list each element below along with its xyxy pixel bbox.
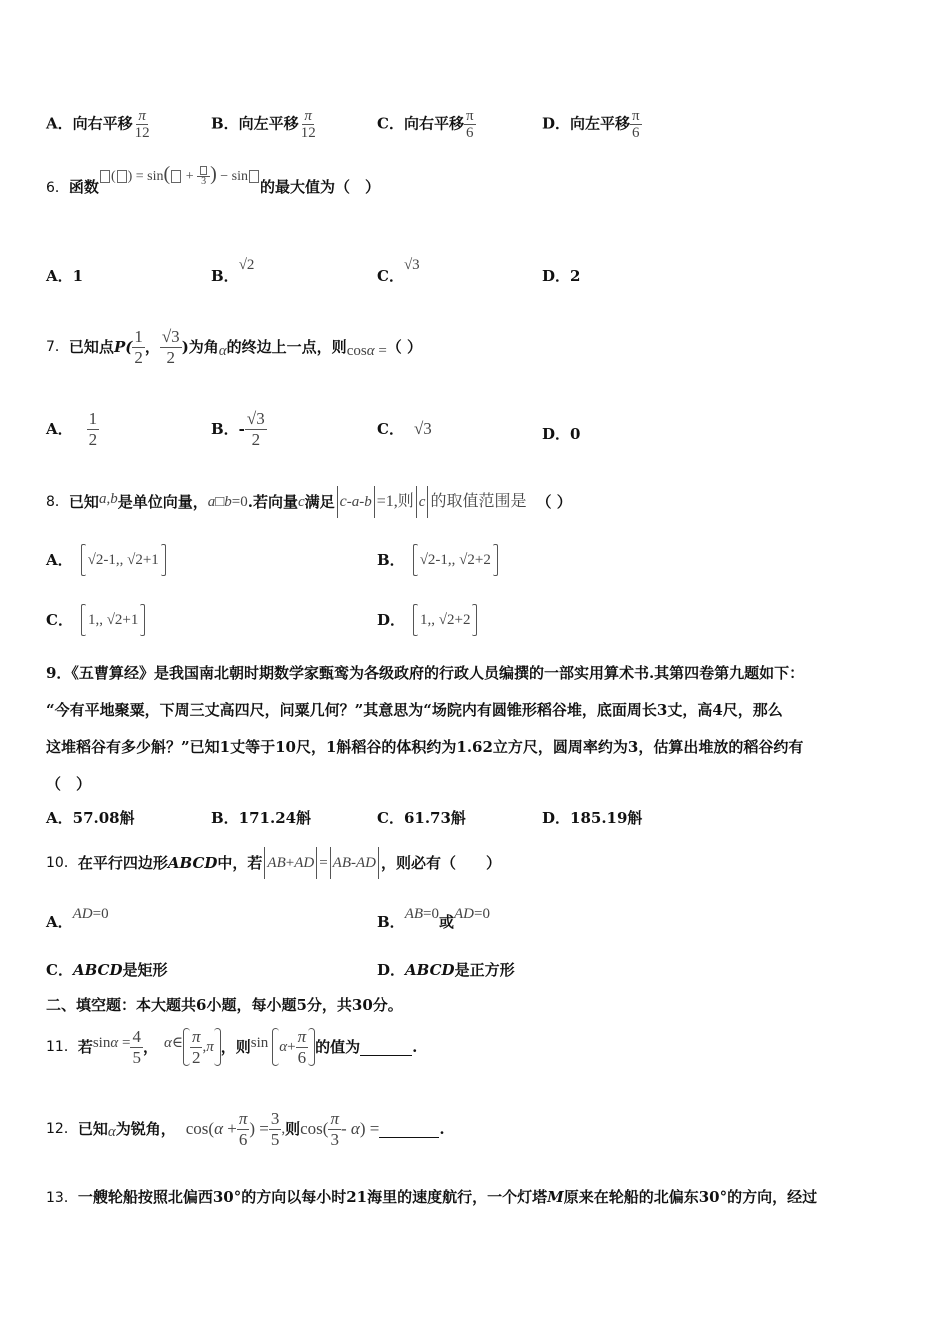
q10-option-b: B． AB =0 或 AD =0 [377, 906, 490, 931]
q6-option-d: D．2 [542, 267, 581, 285]
q5-option-b: B．向左平移 $\frac{\pi}{12}$ [211, 108, 316, 141]
q8-option-a: A． √2-1,, √2+1 [46, 542, 166, 578]
q9-option-b: B．171.24斛 [211, 809, 312, 827]
q7-option-a: A． $\frac{1}{2}$ [46, 408, 98, 449]
q8-option-b: B． √2-1,, √2+2 [377, 542, 498, 578]
q9-line-4: （ ） [46, 775, 92, 793]
section-2-heading: 二、填空题：本大题共6小题，每小题5分，共30分。 [46, 996, 403, 1014]
q9-line-3: 这堆稻谷有多少斛？”已知1丈等于10尺，1斛稻谷的体积约为1.62立方尺，圆周率约为3，估算出堆放的稻谷约有 [46, 738, 804, 756]
q9-option-d: D．185.19斛 [542, 809, 643, 827]
q5-option-c: C．向右平移 $\frac{\pi}{6}$ [377, 108, 474, 141]
q9-line-1: 9．《五曹算经》是我国南北朝时期数学家甄鸾为各级政府的行政人员编撰的一部实用算术书.其第四卷第九题如下： [46, 664, 805, 682]
question-6: 6．函数( ) = sin( + 3 ) − sin的最大值为（ ） [46, 163, 381, 196]
q6-option-a: A．1 [46, 267, 84, 285]
q7-option-c: C． √3 [377, 419, 432, 438]
q6-option-c: C．√3 [377, 257, 420, 285]
q8-option-c: C． 1,, √2+1 [46, 602, 145, 638]
q9-option-a: A．57.08斛 [46, 809, 135, 827]
question-10: 10． 在平行四边形 ABCD 中，若 AB + AD = AB - AD ，则必有（ ） [46, 843, 501, 883]
q6-option-b: B．√2 [211, 257, 255, 285]
q8-option-d: D． 1,, √2+2 [377, 602, 477, 638]
q10-option-a: A． AD =0 [46, 906, 109, 931]
q7-option-d: D．0 [542, 425, 581, 443]
q5-option-d: D．向左平移 $\frac{\pi}{6}$ [542, 108, 640, 141]
q9-line-2: “今有平地聚粟，下周三丈高四尺，问粟几何？”其意思为“场院内有圆锥形稻谷堆，底面周长3丈，高4尺，那么 [46, 701, 783, 719]
question-12: 12． 已知 α 为锐角， cos(α + $\frac{\pi}{6}$ ) = $\frac{3}{5}$ , 则 cos( $\frac{\pi}{3}$ - α) = . [46, 1108, 445, 1149]
q5-option-a: A．向右平移 $\frac{\pi}{12}$ [46, 108, 150, 141]
q9-option-c: C．61.73斛 [377, 809, 466, 827]
q7-option-b: B．- $\frac{√3}{2}$ [211, 408, 265, 449]
q10-option-d: D．ABCD是正方形 [377, 961, 515, 979]
q6-function-expr: ( ) = sin( + 3 ) − sin [99, 169, 260, 184]
question-8: 8． 已知 a , b 是单位向量， a □ b =0 .若向量 c 满足 c - a - b =1,则 c 的取值范围是 （ ） [46, 482, 572, 522]
question-13: 13．一艘轮船按照北偏西30°的方向以每小时21海里的速度航行，一个灯塔M原来在轮船的北偏东30°的方向，经过 [46, 1188, 818, 1206]
q10-option-c: C．ABCD是矩形 [46, 961, 168, 979]
question-11: 11． 若 sinα = $\frac{4}{5}$ ， α ∈ $\frac{\pi}{2}$ , π ，则 sin α + $\frac{\pi}{6}$ 的值为 . [46, 1026, 418, 1067]
question-7: 7． 已知点 P( $\frac{1}{2}$ ， $\frac{√3}{2}$ )为角 α 的终边上一点，则 cosα = （ ） [46, 326, 423, 367]
